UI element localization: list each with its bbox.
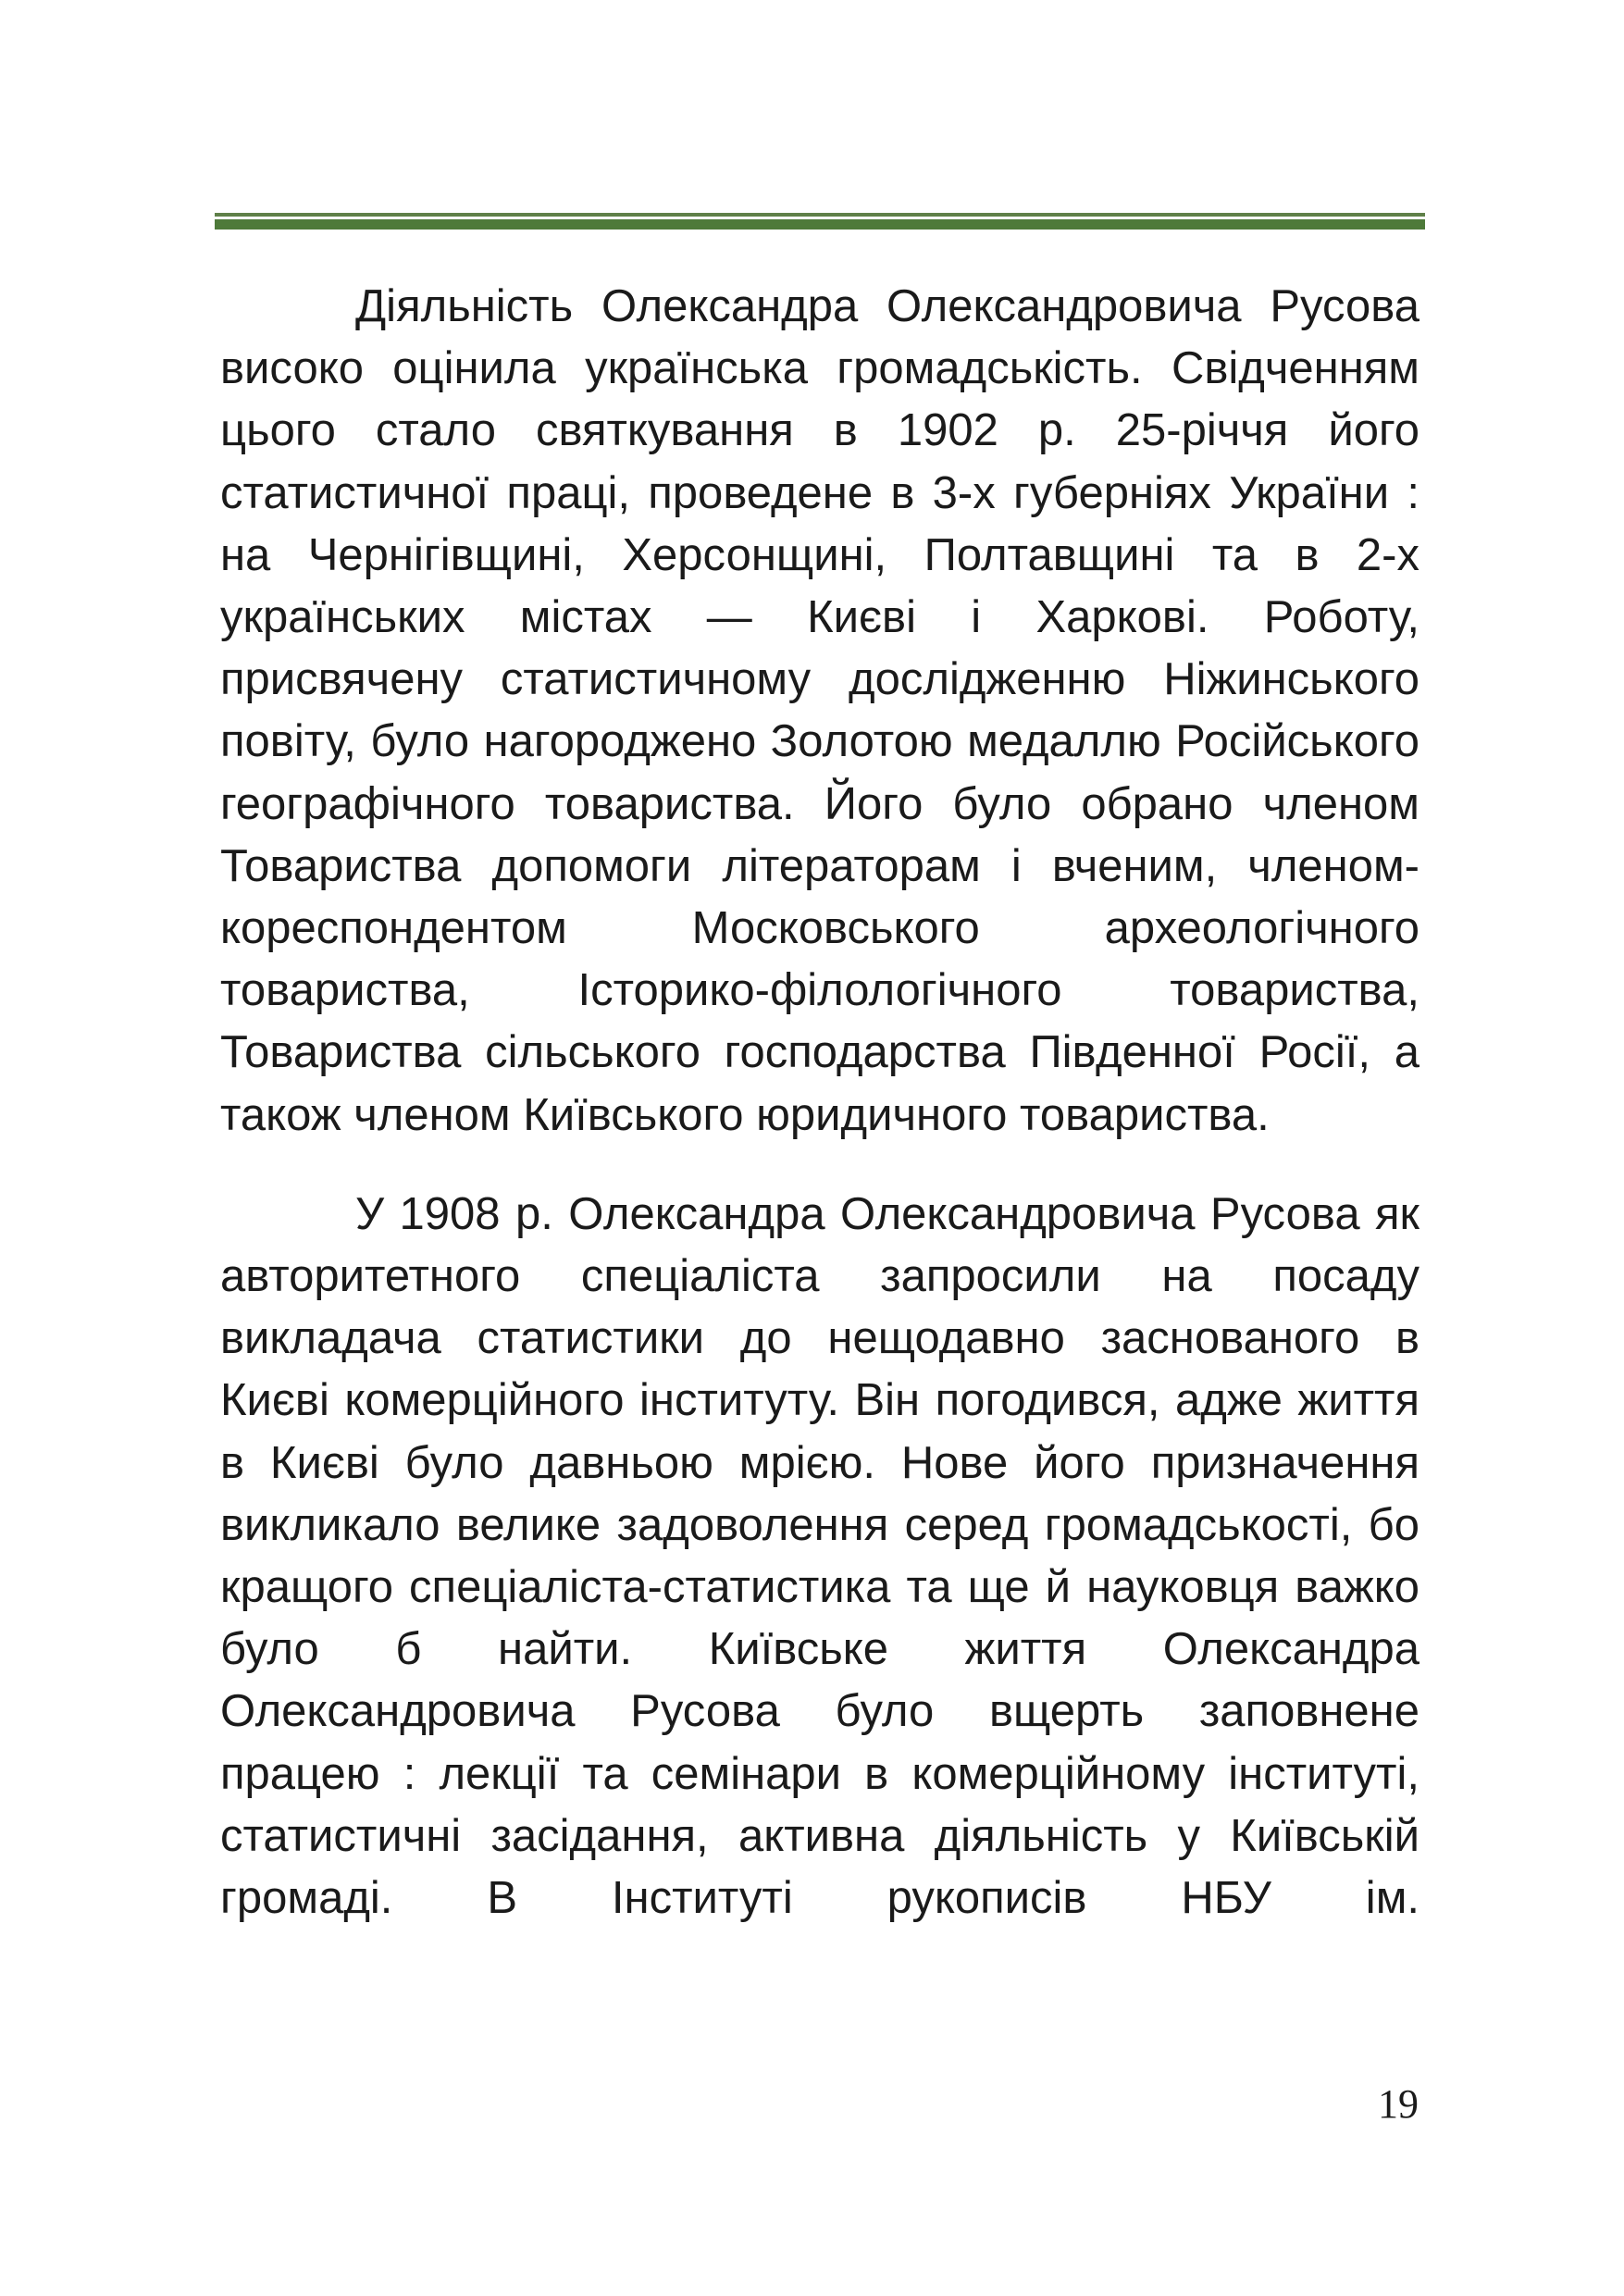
body-text: [220, 276, 1419, 1930]
paragraph-2: У 1908 р. Олександра Олександровича Русова як авторитетного спеціаліста запросили на посаду викладача статистики до нещодавно заснованого в Києві комерційного інституту. Він погодився, адже життя в Києві було давньою мрією. Нове його призначення викликало велике задоволення серед громадськості, бо кращого спеціаліста-статистика та ще й науковця важко було б найти. Київське життя Олександра Олександровича Русова було вщерть заповнене працею : лекції та семінари в комерційному інституті, статистичні засідання, активна діяльність у Київській громаді. В Інституті рукописів НБУ ім.: [220, 1188, 1419, 1924]
page-number: 19: [1378, 2081, 1419, 2127]
paragraph-1: Діяльність Олександра Олександровича Русова високо оцінила українська громадськість. Свідченням цього стало святкування в 1902 р. 25-річчя його статистичної праці, проведене в 3-х губерніях України : на Чернігівщині, Херсонщині, Полтавщині та в 2-х українських містах — Києві і Харкові. Роботу, присвячену статистичному дослідженню Ніжинського повіту, було нагороджено Золотою медаллю Російського географічного товариства. Його було обрано членом Товариства допомоги літераторам і вченим, членом-кореспондентом Московського археологічного товариства, Історико-філологічного товариства, Товариства сільського господарства Південної Росії, а також членом Київського юридичного товариства.: [220, 281, 1419, 1140]
header-rule-thick-line: [215, 219, 1425, 230]
header-rule: [215, 213, 1425, 230]
